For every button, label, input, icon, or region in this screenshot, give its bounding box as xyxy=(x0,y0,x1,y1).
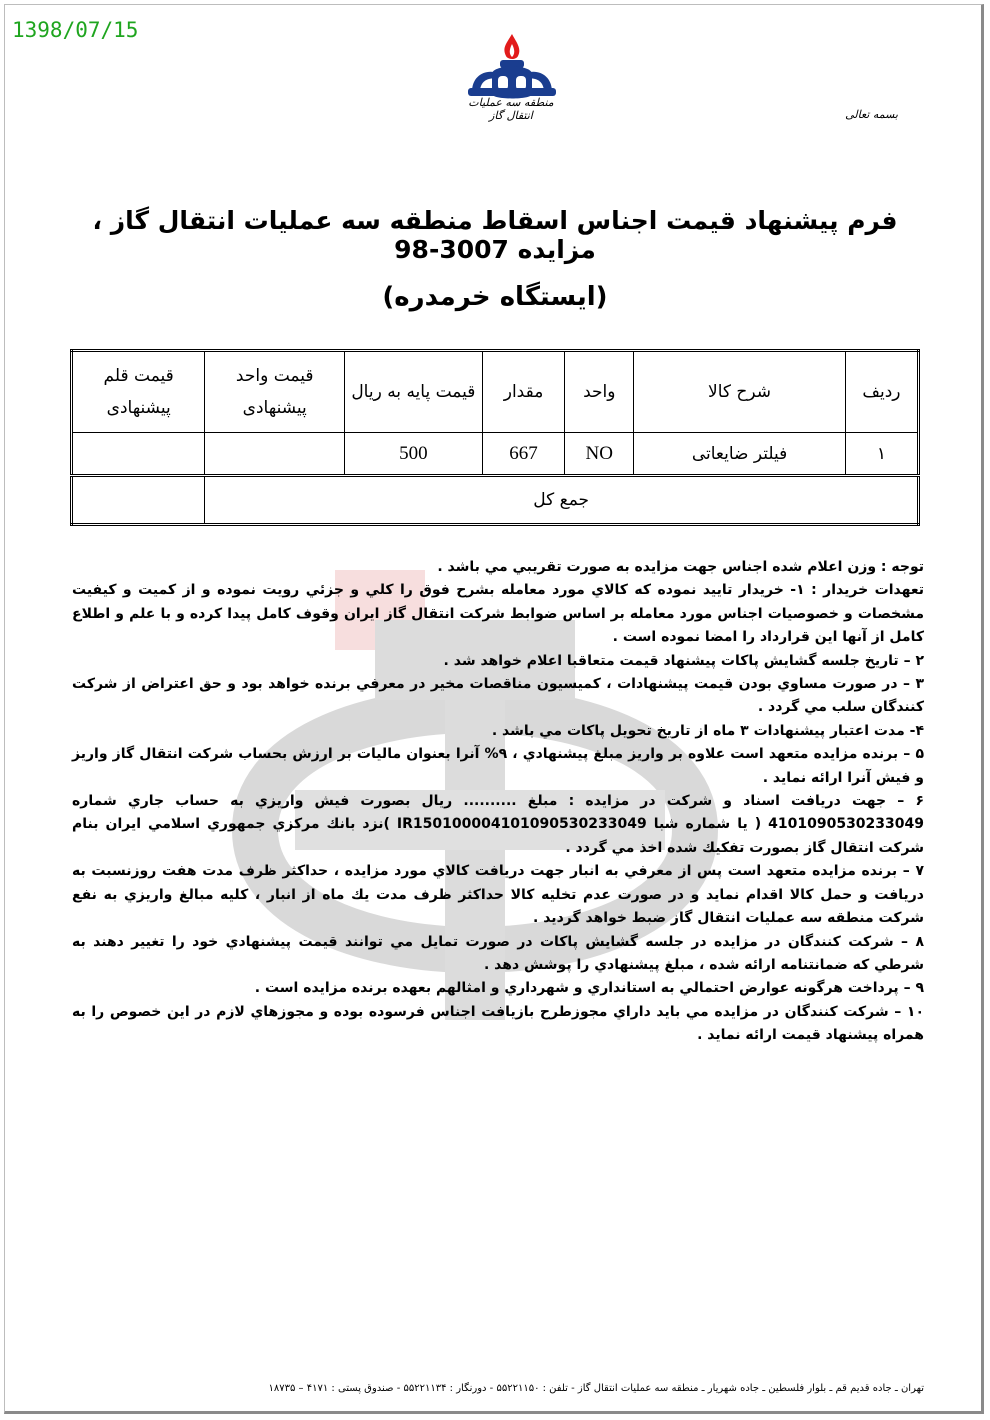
header-description: شرح کالا xyxy=(634,351,846,433)
footer-address: تهران ـ جاده قدیم قم ـ بلوار فلسطین ـ جاده شهریار ـ منطقه سه عملیات انتقال گاز - تلفن : ۵۵۲۲۱۱۵۰ - دورنگار : ۵۵۲۲۱۱۳۴ - صندوق پستی : ۴۱۷۱ – ۱۸۷۳۵ xyxy=(268,1383,924,1394)
table-total-row xyxy=(72,476,919,525)
term-9: ۹ – پرداخت هرگونه عوارض احتمالي به استانداري و شهرداري و امثالهم بعهده برنده مزايده است . xyxy=(254,980,924,997)
term-5: ۵ – برنده مزايده متعهد است علاوه بر واريز مبلغ پيشنهادي ، ۹% آنرا بعنوان ماليات بر ارزش بحساب شركت انتقال گاز واريز و فيش آنرا ارائه نمايد . xyxy=(72,746,924,786)
header-total-offer: قیمت قلم پیشنهادی xyxy=(72,351,205,433)
term-7: ۷ – برنده مزايده متعهد است پس از معرفي به انبار جهت دريافت كالاي مورد مزايده ، حداكثر ظرف مدت هفت روزنسبت به دريافت و حمل كالا اقدام نمايد و در صورت عدم تخليه كالا حداكثر ظرف مدت يك ماه از انبار ، كليه مبالغ واريزي به نفع شركت منطقه سه عمليات انتقال گاز ضبط خواهد گرديد . xyxy=(72,863,924,927)
term-6: ۶ – جهت دريافت اسناد و شركت در مزايده : مبلغ .......... ريال بصورت فيش واريزي به حساب جاري شماره 4101090530233049 ( يا شماره شبا IR150100004101090530233049 )نزد بانك مركزي جمهوري اسلامي ايران بنام شركت انتقال گاز بصورت تفكيك شده اخذ مي گردد . xyxy=(72,793,924,856)
term-1: تعهدات خريدار : ۱- خريدار تاييد نموده كه كالاي مورد معامله بشرح فوق را كلي و جزئي رويت نموده و از كميت و كيفيت مشخصات و خصوصيات اجناس مورد معامله بر اساس ضوابط شركت انتقال گاز ايران وقوف كامل پيدا كرده و با علم و اطلاع كامل از آنها اين قرارداد را امضا نموده است . xyxy=(72,582,924,646)
page-subtitle: (ایستگاه خرمدره) xyxy=(382,282,608,312)
cell-index: ۱ xyxy=(845,433,918,476)
cell-total-offer xyxy=(72,433,205,476)
header-unit: واحد xyxy=(565,351,634,433)
items-table xyxy=(70,349,920,526)
term-4: ۴- مدت اعتبار پيشنهادات ۳ ماه از تاريخ تحويل پاكات مي باشد . xyxy=(491,722,924,739)
header-quantity: مقدار xyxy=(482,351,565,433)
terms-body xyxy=(72,556,924,1048)
date-stamp: 1398/07/15 xyxy=(12,18,139,42)
table-header-row xyxy=(72,351,919,433)
header-unit-offer: قیمت واحد پیشنهادی xyxy=(205,351,345,433)
cell-unit-offer xyxy=(205,433,345,476)
term-10: ۱۰ – شركت كنندگان در مزايده مي بايد داراي مجوزطرح بازيافت اجناس فرسوده بوده و مجوزهاي لازم در اين خصوص را به همراه پيشنهاد قيمت ارائه نمايد . xyxy=(72,1003,924,1044)
note-paragraph: توجه : وزن اعلام شده اجناس جهت مزايده به صورت تقريبي مي باشد . xyxy=(437,559,924,575)
term-2: ۲ – تاريخ جلسه گشايش پاكات پيشنهاد قيمت متعاقبا اعلام خواهد شد . xyxy=(443,652,924,669)
cell-unit: NO xyxy=(565,433,634,476)
basmala: بسمه تعالی xyxy=(845,108,898,121)
term-3: ۳ – در صورت مساوي بودن قيمت پيشنهادات ، كميسيون مناقصات مخير در معرفي برنده خواهد بود و حق اعتراض از شركت كنندگان سلب مي گردد . xyxy=(72,676,924,716)
cell-base-price: 500 xyxy=(345,433,483,476)
header-index: ردیف xyxy=(845,351,918,433)
table-row xyxy=(72,433,919,476)
cell-description: فیلتر ضایعاتی xyxy=(634,433,846,476)
cell-quantity: 667 xyxy=(482,433,565,476)
logo-caption: منطقه سه عملیات انتقال گاز xyxy=(468,96,554,122)
total-label: جمع کل xyxy=(205,476,919,525)
term-8: ۸ – شركت كنندگان در مزايده در جلسه گشايش پاكات در صورت تمايل مي توانند قيمت پيشنهادي خود را تغيير دهند به شرطي كه ضمانتنامه ارائه شده ، مبلغ پيشنهادي را پوشش دهد . xyxy=(72,933,924,973)
page-title: فرم پیشنهاد قیمت اجناس اسقاط منطقه سه عملیات انتقال گاز ، مزایده 3007-98 xyxy=(92,206,898,264)
header-base-price: قیمت پایه به ریال xyxy=(345,351,483,433)
total-value xyxy=(72,476,205,525)
